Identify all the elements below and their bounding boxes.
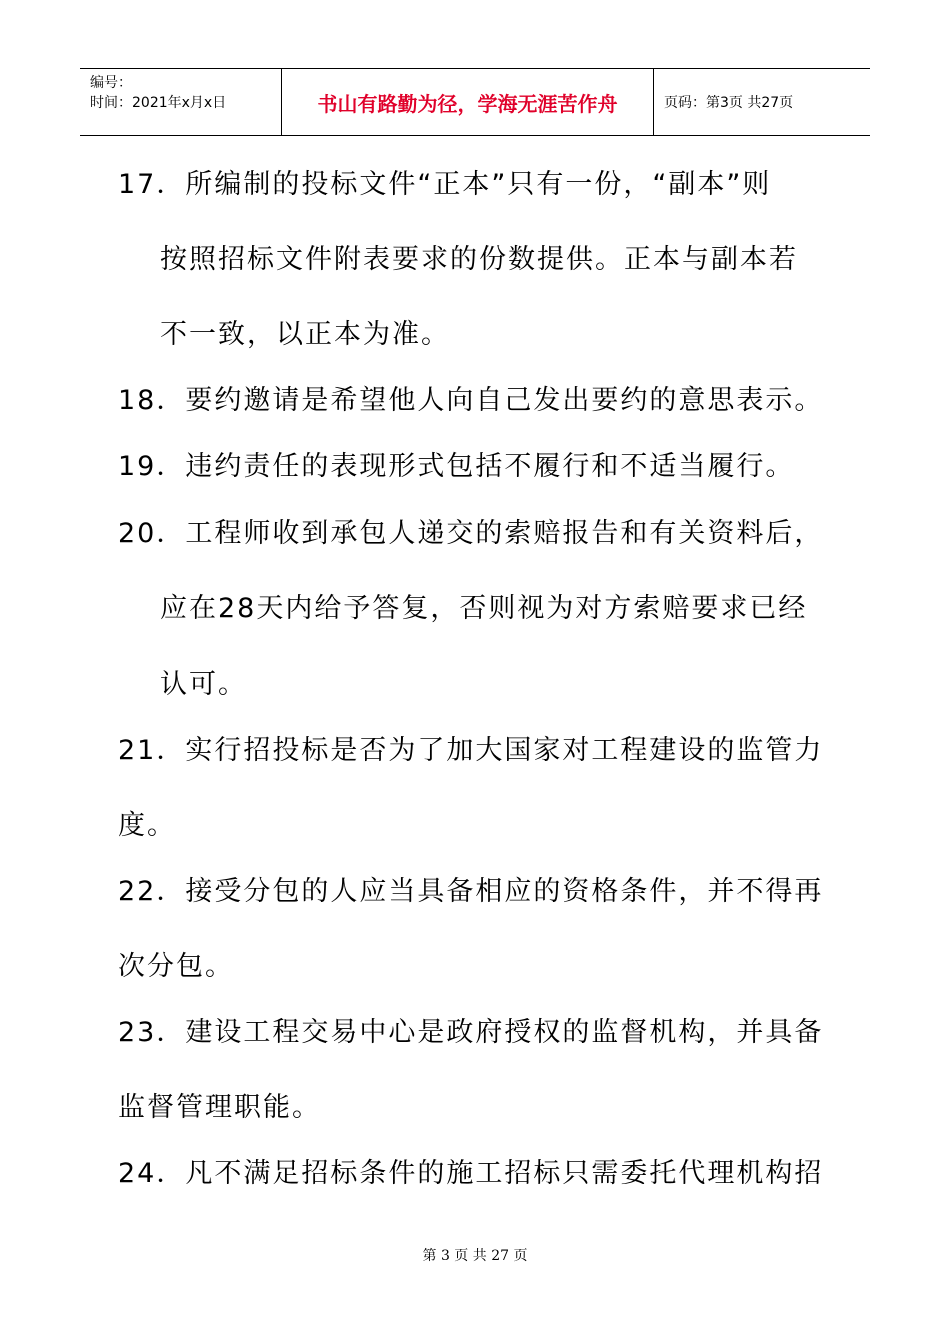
header-time: 时间：2021年x月x日 [90, 95, 227, 111]
text-line: 认可。 [160, 669, 247, 700]
header-meta [80, 69, 282, 135]
text-line: 应在28天内给予答复，否则视为对方索赔要求已经 [160, 593, 808, 624]
text-line: 22．接受分包的人应当具备相应的资格条件，并不得再 [118, 876, 824, 907]
text-line: 按照招标文件附表要求的份数提供。正本与副本若 [160, 244, 798, 275]
text-line: 21．实行招投标是否为了加大国家对工程建设的监管力 [118, 735, 824, 766]
header-motto: 书山有路勤为径，学海无涯苦作舟 [282, 69, 654, 135]
text-line: 监督管理职能。 [118, 1092, 321, 1123]
text-line: 19．违约责任的表现形式包括不履行和不适当履行。 [118, 451, 795, 482]
header-page-info: 页码：第3页 共27页 [664, 95, 794, 111]
header-number: 编号： [90, 75, 132, 91]
text-line: 24．凡不满足招标条件的施工招标只需委托代理机构招 [118, 1158, 824, 1189]
text-line: 度。 [118, 810, 176, 841]
text-line: 17．所编制的投标文件“正本”只有一份，“副本”则 [118, 169, 772, 200]
text-line: 次分包。 [118, 951, 234, 982]
page-footer: 第 3 页 共 27 页 [422, 1248, 528, 1264]
text-line: 20．工程师收到承包人递交的索赔报告和有关资料后， [118, 518, 824, 549]
text-line: 不一致，以正本为准。 [160, 319, 450, 350]
document-header [80, 68, 870, 136]
text-line: 23．建设工程交易中心是政府授权的监督机构，并具备 [118, 1017, 824, 1048]
text-line: 18．要约邀请是希望他人向自己发出要约的意思表示。 [118, 385, 824, 416]
